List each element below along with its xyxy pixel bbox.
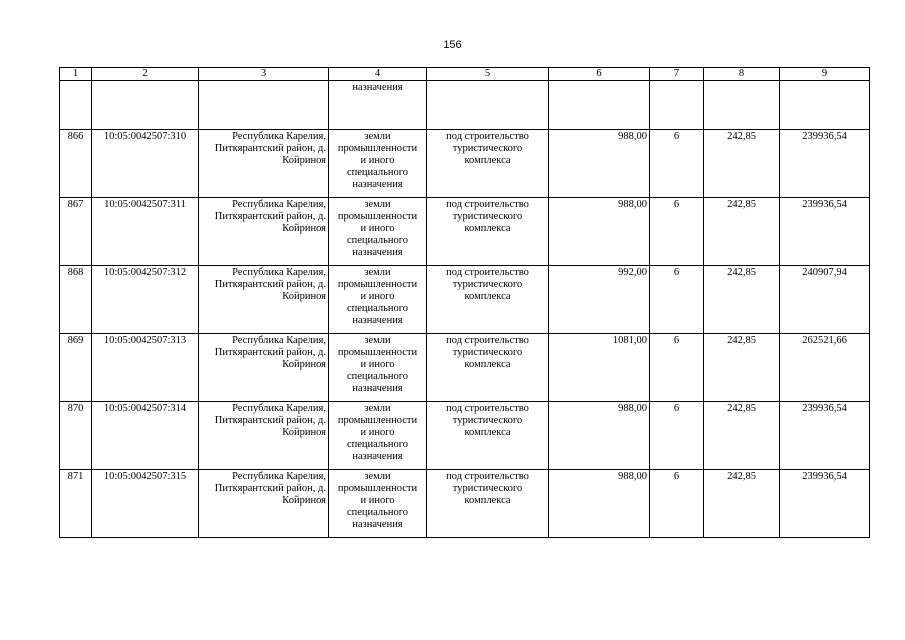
- address-line: Койриноя: [282, 291, 326, 302]
- category-line: промышленности: [337, 415, 418, 426]
- address-line: Республика Карелия,: [232, 267, 326, 278]
- column-header: 3: [199, 68, 329, 81]
- category-line: промышленности: [337, 483, 418, 494]
- table-row: [60, 334, 870, 402]
- continuation-row: [60, 81, 870, 130]
- column-8-cell: 242,85: [704, 130, 780, 198]
- category-line: назначения: [352, 247, 403, 258]
- column-header: 2: [92, 68, 199, 81]
- permitted-use-cell: [427, 470, 549, 538]
- use-line: под строительство: [446, 267, 529, 278]
- column-header: 1: [60, 68, 92, 81]
- column-header: 7: [650, 68, 704, 81]
- address-line: Республика Карелия,: [232, 131, 326, 142]
- land-category-cell: [329, 402, 427, 470]
- column-9-cell: 239936,54: [780, 198, 870, 266]
- table-cell: [780, 81, 870, 130]
- cadastral-number-cell: 10:05:0042507:310: [92, 130, 199, 198]
- use-line: комплекса: [464, 223, 511, 234]
- column-7-cell: 6: [650, 266, 704, 334]
- column-8-cell: 242,85: [704, 402, 780, 470]
- area-cell: 988,00: [549, 130, 650, 198]
- category-line: и иного: [360, 223, 395, 234]
- column-8-cell: 242,85: [704, 198, 780, 266]
- category-line: назначения: [352, 315, 403, 326]
- column-8-cell: 242,85: [704, 470, 780, 538]
- use-line: под строительство: [446, 335, 529, 346]
- row-number-cell: 869: [60, 334, 92, 402]
- area-cell: 988,00: [549, 198, 650, 266]
- address-line: Республика Карелия,: [232, 471, 326, 482]
- table-row: [60, 402, 870, 470]
- category-line: назначения: [352, 179, 403, 190]
- row-number-cell: 868: [60, 266, 92, 334]
- table-cell: [199, 81, 329, 130]
- category-line: специального: [346, 439, 409, 450]
- address-line: Республика Карелия,: [232, 335, 326, 346]
- table-row: [60, 130, 870, 198]
- column-7-cell: 6: [650, 470, 704, 538]
- use-line: туристического: [452, 347, 523, 358]
- permitted-use-cell: [427, 130, 549, 198]
- category-line: земли: [364, 335, 391, 346]
- table-row: [60, 198, 870, 266]
- category-line: земли: [364, 403, 391, 414]
- address-line: Питкярантский район, д.: [214, 211, 326, 222]
- column-7-cell: 6: [650, 334, 704, 402]
- row-number-cell: 867: [60, 198, 92, 266]
- column-7-cell: 6: [650, 198, 704, 266]
- column-header: 4: [329, 68, 427, 81]
- category-line: специального: [346, 303, 409, 314]
- row-number-cell: 871: [60, 470, 92, 538]
- column-number-row: [60, 68, 870, 81]
- column-9-cell: 262521,66: [780, 334, 870, 402]
- address-line: Койриноя: [282, 427, 326, 438]
- column-header: 6: [549, 68, 650, 81]
- address-line: Питкярантский район, д.: [214, 143, 326, 154]
- column-9-cell: 239936,54: [780, 130, 870, 198]
- use-line: комплекса: [464, 291, 511, 302]
- table-cell: [427, 81, 549, 130]
- address-line: Питкярантский район, д.: [214, 483, 326, 494]
- cadastral-number-cell: 10:05:0042507:314: [92, 402, 199, 470]
- address-line: Койриноя: [282, 155, 326, 166]
- land-category-cell: [329, 130, 427, 198]
- area-cell: 1081,00: [549, 334, 650, 402]
- use-line: под строительство: [446, 403, 529, 414]
- category-line: земли: [364, 199, 391, 210]
- address-cell: [199, 198, 329, 266]
- column-7-cell: 6: [650, 130, 704, 198]
- address-line: Республика Карелия,: [232, 403, 326, 414]
- use-line: комплекса: [464, 359, 511, 370]
- use-line: туристического: [452, 415, 523, 426]
- category-line: назначения: [352, 519, 403, 530]
- category-line: и иного: [360, 427, 395, 438]
- use-line: под строительство: [446, 199, 529, 210]
- address-line: Республика Карелия,: [232, 199, 326, 210]
- cadastral-number-cell: 10:05:0042507:315: [92, 470, 199, 538]
- land-plots-table: [59, 67, 870, 538]
- use-line: туристического: [452, 483, 523, 494]
- cadastral-number-cell: 10:05:0042507:311: [92, 198, 199, 266]
- category-line: и иного: [360, 291, 395, 302]
- use-line: туристического: [452, 279, 523, 290]
- category-line: специального: [346, 507, 409, 518]
- column-8-cell: 242,85: [704, 334, 780, 402]
- category-line: земли: [364, 471, 391, 482]
- address-cell: [199, 130, 329, 198]
- table-cell: [549, 81, 650, 130]
- category-line: и иного: [360, 495, 395, 506]
- address-cell: [199, 266, 329, 334]
- land-category-cell: [329, 334, 427, 402]
- area-cell: 988,00: [549, 470, 650, 538]
- address-cell: [199, 402, 329, 470]
- column-header: 5: [427, 68, 549, 81]
- permitted-use-cell: [427, 334, 549, 402]
- category-line: промышленности: [337, 279, 418, 290]
- category-line: и иного: [360, 359, 395, 370]
- address-line: Койриноя: [282, 359, 326, 370]
- table-cell: [92, 81, 199, 130]
- page-number: 156: [443, 39, 462, 51]
- table-cell: [704, 81, 780, 130]
- address-line: Питкярантский район, д.: [214, 347, 326, 358]
- permitted-use-cell: [427, 402, 549, 470]
- permitted-use-cell: [427, 198, 549, 266]
- use-line: под строительство: [446, 471, 529, 482]
- address-line: Койриноя: [282, 223, 326, 234]
- address-cell: [199, 334, 329, 402]
- column-7-cell: 6: [650, 402, 704, 470]
- table-cell: [60, 81, 92, 130]
- category-line: назначения: [352, 383, 403, 394]
- category-line: специального: [346, 235, 409, 246]
- address-cell: [199, 470, 329, 538]
- column-header: 8: [704, 68, 780, 81]
- category-line: специального: [346, 371, 409, 382]
- column-header: 9: [780, 68, 870, 81]
- table-row: [60, 266, 870, 334]
- row-number-cell: 866: [60, 130, 92, 198]
- land-category-cell: [329, 266, 427, 334]
- category-line: назначения: [352, 82, 403, 93]
- address-line: Питкярантский район, д.: [214, 279, 326, 290]
- table-row: [60, 470, 870, 538]
- use-line: комплекса: [464, 427, 511, 438]
- column-9-cell: 239936,54: [780, 470, 870, 538]
- use-line: комплекса: [464, 495, 511, 506]
- row-number-cell: 870: [60, 402, 92, 470]
- category-line: промышленности: [337, 211, 418, 222]
- category-line: земли: [364, 267, 391, 278]
- column-9-cell: 240907,94: [780, 266, 870, 334]
- column-8-cell: 242,85: [704, 266, 780, 334]
- use-line: комплекса: [464, 155, 511, 166]
- category-line: промышленности: [337, 143, 418, 154]
- table-cell: [650, 81, 704, 130]
- category-line: промышленности: [337, 347, 418, 358]
- use-line: туристического: [452, 211, 523, 222]
- category-line: земли: [364, 131, 391, 142]
- area-cell: 992,00: [549, 266, 650, 334]
- address-line: Питкярантский район, д.: [214, 415, 326, 426]
- table-cell: [329, 81, 427, 130]
- use-line: под строительство: [446, 131, 529, 142]
- category-line: специального: [346, 167, 409, 178]
- address-line: Койриноя: [282, 495, 326, 506]
- cadastral-number-cell: 10:05:0042507:313: [92, 334, 199, 402]
- cadastral-number-cell: 10:05:0042507:312: [92, 266, 199, 334]
- column-9-cell: 239936,54: [780, 402, 870, 470]
- category-line: назначения: [352, 451, 403, 462]
- land-category-cell: [329, 198, 427, 266]
- use-line: туристического: [452, 143, 523, 154]
- area-cell: 988,00: [549, 402, 650, 470]
- land-category-cell: [329, 470, 427, 538]
- permitted-use-cell: [427, 266, 549, 334]
- category-line: и иного: [360, 155, 395, 166]
